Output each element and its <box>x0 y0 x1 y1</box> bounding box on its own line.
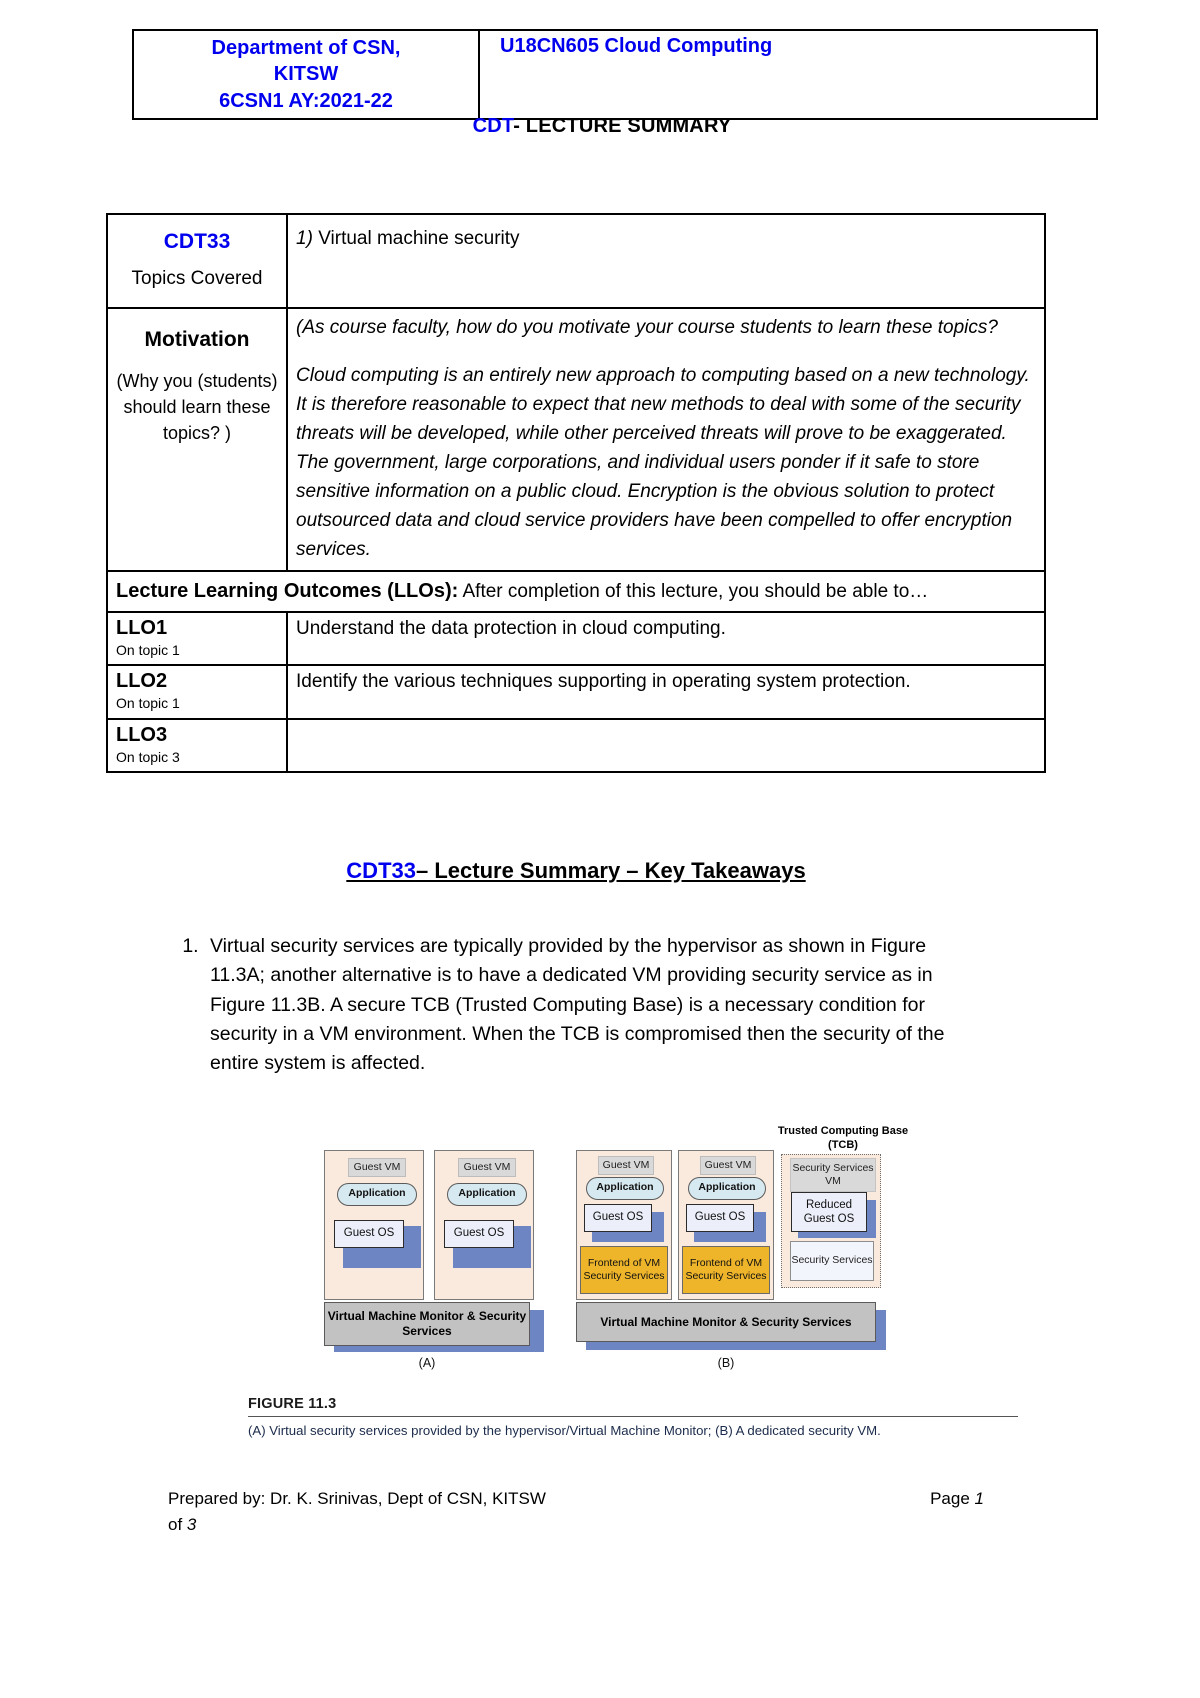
llo2-text: Identify the various techniques supporting in operating system protection. <box>296 671 911 692</box>
motivation-subtitle: (Why you (students) should learn these topics? ) <box>116 370 278 443</box>
guest-os-box: Guest OS <box>444 1220 514 1248</box>
header-department-cell <box>133 30 479 119</box>
footer-page-label: Page <box>930 1489 975 1508</box>
llo-row-2 <box>107 665 1045 719</box>
topic-number: 1) <box>296 228 313 249</box>
topics-row <box>107 214 1045 308</box>
key-takeaways-title <box>106 858 1046 884</box>
vmm-bar-a: Virtual Machine Monitor & Security Services <box>324 1302 530 1346</box>
llo-row-3 <box>107 719 1045 773</box>
llo1-topic: On topic 1 <box>116 641 180 658</box>
guest-vm-tag: Guest VM <box>700 1156 756 1175</box>
motivation-prompt: (As course faculty, how do you motivate your course students to learn these topics? <box>296 316 998 338</box>
application-pill: Application <box>337 1183 417 1206</box>
subtitle-prefix: CDT <box>472 115 514 137</box>
lecture-summary-table <box>106 213 1046 773</box>
llo-header-rest: After completion of this lecture, you should be able to… <box>458 580 929 602</box>
llo2-key: LLO2 <box>116 670 168 692</box>
figure-rule <box>248 1416 1018 1417</box>
topic-text: Virtual machine security <box>318 228 520 249</box>
figure-number: FIGURE 11.3 <box>248 1396 337 1412</box>
guest-vm-tag: Guest VM <box>348 1158 406 1177</box>
footer-page-number: 1 <box>974 1489 984 1508</box>
application-pill: Application <box>447 1183 527 1206</box>
list-item: 1. Virtual security services are typically provided by the hypervisor as shown in Figure 11.3A; another alternative is to have a dedicated VM providing security service as in Figure 11.3B. A secure TCB (Trusted Computing Base) is a necessary condition for security in a VM environment. When the TCB is compromised then the security of the entire system is affected. <box>204 932 964 1078</box>
llo-header-bold: Lecture Learning Outcomes (LLOs): <box>116 579 459 602</box>
guest-vm-tag: Guest VM <box>458 1158 516 1177</box>
motivation-row <box>107 308 1045 571</box>
llo1-text-cell <box>287 612 1045 666</box>
guest-os-box: Guest OS <box>686 1204 754 1232</box>
header-table <box>132 29 1098 120</box>
figure-description: (A) Virtual security services provided by the hypervisor/Virtual Machine Monitor; (B) A dedicated security VM. <box>248 1423 881 1438</box>
panel-a-label: (A) <box>418 1356 436 1370</box>
topics-label-cell <box>107 214 287 308</box>
takeaways-title-rest: – Lecture Summary – Key Takeaways <box>415 858 806 883</box>
motivation-title: Motivation <box>144 327 250 351</box>
llo3-topic: On topic 3 <box>116 748 180 765</box>
tcb-reduced-guest-os: Reduced Guest OS <box>791 1192 867 1232</box>
page-footer <box>168 1487 984 1537</box>
key-takeaways-list <box>170 932 964 1078</box>
panel-b-label: (B) <box>717 1356 735 1370</box>
llo2-topic: On topic 1 <box>116 695 180 711</box>
guest-os-box: Guest OS <box>584 1204 652 1232</box>
frontend-box: Frontend of VM Security Services <box>682 1246 770 1294</box>
llo-header-row <box>107 571 1045 612</box>
llo-row-1 <box>107 612 1045 666</box>
motivation-content-cell <box>287 308 1045 571</box>
document-subtitle <box>132 115 1072 138</box>
llo3-key: LLO3 <box>116 723 168 746</box>
figure-diagram <box>248 1125 1038 1378</box>
motivation-body <box>296 314 1036 565</box>
header-row <box>133 30 1097 119</box>
figure-block <box>248 1125 1038 1448</box>
vmm-bar-b: Virtual Machine Monitor & Security Services <box>576 1302 876 1342</box>
header-dept-line2: KITSW <box>273 63 339 86</box>
motivation-label-cell <box>107 308 287 571</box>
frontend-box: Frontend of VM Security Services <box>580 1246 668 1294</box>
tcb-security-services: Security Services <box>790 1241 874 1281</box>
takeaways-title-code: CDT33 <box>346 858 416 883</box>
tcb-security-services-vm: Security Services VM <box>790 1158 876 1192</box>
footer-page-indicator <box>930 1487 984 1511</box>
llo3-text-cell <box>287 719 1045 773</box>
application-pill: Application <box>586 1177 664 1200</box>
cdt-code: CDT33 <box>163 230 231 253</box>
guest-os-box: Guest OS <box>334 1220 404 1248</box>
header-course-title: U18CN605 Cloud Computing <box>500 35 773 57</box>
footer-total-pages <box>168 1513 984 1537</box>
llo3-key-cell <box>107 719 287 773</box>
header-dept-line3: 6CSN1 AY:2021-22 <box>219 89 393 112</box>
llo2-text-cell <box>287 665 1045 719</box>
llo-header-cell <box>107 571 1045 612</box>
footer-of-label: of <box>168 1514 187 1534</box>
llo2-key-cell <box>107 665 287 719</box>
topics-covered-label: Topics Covered <box>131 268 263 289</box>
llo1-text: Understand the data protection in cloud computing. <box>296 617 726 639</box>
guest-vm-tag: Guest VM <box>598 1156 654 1175</box>
llo1-key: LLO1 <box>116 616 168 639</box>
llo1-key-cell <box>107 612 287 666</box>
header-course-cell <box>479 30 1097 119</box>
header-dept-line1: Department of CSN, <box>211 37 401 59</box>
topics-content-cell <box>287 214 1045 308</box>
application-pill: Application <box>688 1177 766 1200</box>
footer-prepared-by: Prepared by: Dr. K. Srinivas, Dept of CSN, KITSW <box>168 1489 546 1508</box>
motivation-paragraph: Cloud computing is an entirely new approach to computing based on a new technology. It is therefore reasonable to expect that new methods to deal with some of the security threats will be developed, while other perceived threats will prove to be exaggerated. The government, large corporations, and individual users ponder if it safe to store sensitive information on a public cloud. Encryption is the obvious solution to protect outsourced data and cloud service providers have been compelled to offer encryption services. <box>296 365 1030 560</box>
footer-total-number: 3 <box>186 1514 197 1534</box>
topic-item <box>296 220 1036 254</box>
subtitle-rest: - LECTURE SUMMARY <box>513 115 732 137</box>
figure-caption <box>248 1396 1038 1440</box>
tcb-title: Trusted Computing Base (TCB) <box>777 1125 909 1152</box>
